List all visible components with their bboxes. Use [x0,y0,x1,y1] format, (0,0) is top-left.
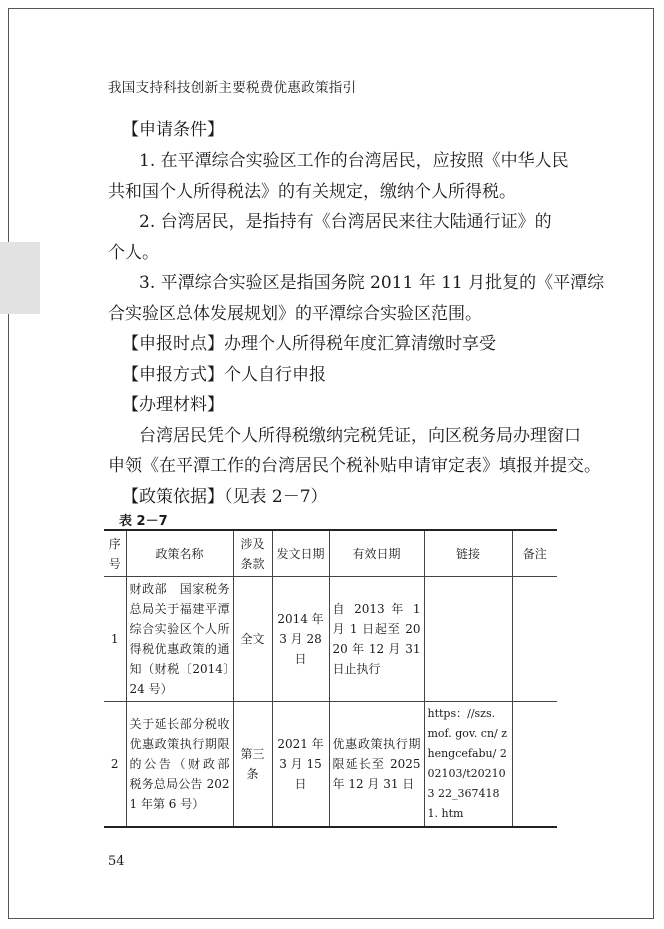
row-number: 2 [104,702,126,828]
table-caption: 表 2－7 [119,514,168,529]
row-number: 1 [104,577,126,702]
policy-link [424,577,512,702]
heading-filing-time: 【申报时点】办理个人所得税年度汇算清缴时享受 [122,334,496,354]
clause: 第三条 [233,702,272,828]
policy-name: 财政部 国家税务总局关于福建平潭综合实验区个人所得税优惠政策的通知（财税〔2014〕24 号） [126,577,233,702]
validity-period: 自 2013 年 1 月 1 日起至 2020 年 12 月 31 日止执行 [329,577,424,702]
paragraph-line: 台湾居民凭个人所得税缴纳完税凭证，向区税务局办理窗口 [139,426,581,446]
paragraph-line: 合实验区总体发展规划》的平潭综合实验区范围。 [108,304,482,324]
header-cell: 发文日期 [272,530,329,577]
table-row [104,702,557,828]
paragraph-line: 申领《在平潭工作的台湾居民个税补贴申请审定表》填报并提交。 [108,456,601,476]
header-cell: 备注 [512,530,557,577]
policy-table [104,529,557,828]
header-cell: 链接 [424,530,512,577]
heading-conditions: 【申请条件】 [122,120,224,140]
header-cell: 有效日期 [329,530,424,577]
paragraph-line: 1. 在平潭综合实验区工作的台湾居民，应按照《中华人民 [139,151,569,171]
validity-period: 优惠政策执行期限延长至 2025 年 12 月 31 日 [329,702,424,828]
header-cell: 政策名称 [126,530,233,577]
policy-name: 关于延长部分税收优惠政策执行期限的公告（财政部 税务总局公告 2021 年第 6 号） [126,702,233,828]
table-header-row [104,530,557,577]
heading-policy-basis: 【政策依据】（见表 2－7） [122,487,328,507]
policy-link[interactable]: https：//szs. mof. gov. cn/ zhengcefabu/ 202103/t202103 22_3674181. htm [424,702,512,828]
header-cell: 序号 [104,530,126,577]
heading-filing-method: 【申报方式】个人自行申报 [122,365,326,385]
page-number: 54 [108,854,125,869]
heading-materials: 【办理材料】 [122,395,224,415]
issue-date: 2021 年 3 月 15 日 [272,702,329,828]
remark [512,577,557,702]
paragraph-line: 个人。 [108,243,159,263]
clause: 全文 [233,577,272,702]
running-header: 我国支持科技创新主要税费优惠政策指引 [108,80,357,96]
remark [512,702,557,828]
chapter-side-tab [0,242,40,314]
table-row [104,577,557,702]
header-cell: 涉及条款 [233,530,272,577]
paragraph-line: 共和国个人所得税法》的有关规定，缴纳个人所得税。 [108,182,516,202]
paragraph-line: 3. 平潭综合实验区是指国务院 2011 年 11 月批复的《平潭综 [139,273,605,293]
issue-date: 2014 年 3 月 28 日 [272,577,329,702]
paragraph-line: 2. 台湾居民，是指持有《台湾居民来往大陆通行证》的 [139,212,552,232]
